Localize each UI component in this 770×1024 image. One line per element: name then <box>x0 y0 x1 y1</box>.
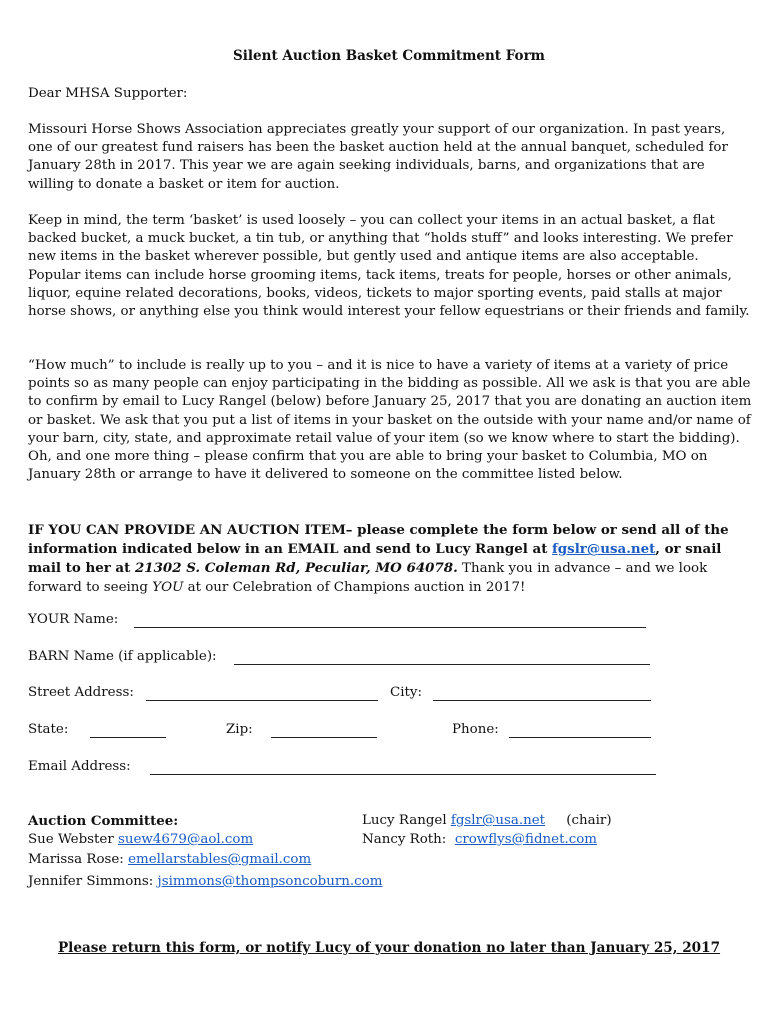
member-name: Sue Webster <box>28 832 118 847</box>
committee-heading: Auction Committee: <box>28 813 179 829</box>
page-title: Silent Auction Basket Commitment Form <box>233 48 545 64</box>
instructions-bold-b: , or snail mail to her at <box>28 541 722 577</box>
chair-suffix: (chair) <box>545 813 612 828</box>
street-address-field[interactable] <box>146 700 378 701</box>
member-name: Lucy Rangel <box>362 813 451 828</box>
zip-field[interactable] <box>271 737 377 738</box>
chair-email-link[interactable]: fgslr@usa.net <box>450 813 546 828</box>
you-emphasis: YOU <box>152 579 184 595</box>
email-address-field[interactable] <box>150 774 656 775</box>
committee-chair <box>362 813 612 828</box>
state-label: State: <box>28 722 69 737</box>
member-email-link[interactable]: suew4679@aol.com <box>117 832 254 847</box>
member-email-link[interactable]: emellarstables@gmail.com <box>128 852 312 867</box>
how-much-paragraph: “How much” to include is really up to you – and it is nice to have a variety of items at a variety of price points so as many people can enjoy participating in the bidding as possible. All we ask is that you are able to confirm by email to Lucy Rangel (below) before January 25, 2017 that you are donating an auction item or basket. We ask that you put a list of items in your basket on the outside with your name and/or name of your barn, city, state, and approximate retail value of your item (so we know where to start the bidding). Oh, and one more thing – please confirm that you are able to bring your basket to Columbia, MO on January 28th or arrange to have it delivered to someone on the committee listed below. <box>28 358 752 483</box>
your-name-field[interactable] <box>134 627 646 628</box>
committee-member <box>362 832 597 847</box>
basket-paragraph: Keep in mind, the term ‘basket’ is used loosely – you can collect your items in an actual basket, a flat backed bucket, a muck bucket, a tin tub, or anything that “holds stuff” and looks interesting. We prefer new items in the basket wherever possible, but gently used and antique items are also acceptable. Popular items can include horse grooming items, tack items, treats for people, horses or other animals, liquor, equine related decorations, books, videos, tickets to major sporting events, paid stalls at major horse shows, or anything else you think would interest your fellow equestrians or their friends and family. <box>28 213 750 320</box>
city-field[interactable] <box>433 700 651 701</box>
state-field[interactable] <box>90 737 166 738</box>
city-label: City: <box>390 685 422 700</box>
your-name-label: YOUR Name: <box>28 612 119 627</box>
barn-name-label: BARN Name (if applicable): <box>28 649 217 664</box>
street-address-label: Street Address: <box>28 685 134 700</box>
instructions-normal-a: Thank you in advance – and we look forward to seeing <box>28 561 708 595</box>
mailing-address: 21302 S. Coleman Rd, Peculiar, MO 64078. <box>134 560 458 577</box>
member-name: Marissa Rose: <box>28 852 129 867</box>
email-address-label: Email Address: <box>28 759 131 774</box>
member-name: Jennifer Simmons: <box>28 874 158 889</box>
lucy-email-link[interactable]: fgslr@usa.net <box>552 541 656 558</box>
member-email-link[interactable]: jsimmons@thompsoncoburn.com <box>157 874 383 889</box>
return-notice: Please return this form, or notify Lucy of your donation no later than January 25, 2017 <box>57 940 721 956</box>
phone-field[interactable] <box>509 737 651 738</box>
zip-label: Zip: <box>226 722 253 737</box>
member-email-link[interactable]: crowflys@fidnet.com <box>454 832 597 847</box>
greeting: Dear MHSA Supporter: <box>28 86 188 101</box>
member-name: Nancy Roth: <box>362 832 455 847</box>
intro-paragraph: Missouri Horse Shows Association appreciates greatly your support of our organization. In past years, one of our greatest fund raisers has been the basket auction held at the annual banquet, scheduled for January 28th in 2017. This year we are again seeking individuals, barns, and organizations that are willing to donate a basket or item for auction. <box>28 122 728 192</box>
committee-member <box>28 832 253 847</box>
instructions-paragraph <box>28 521 752 597</box>
committee-member <box>28 874 382 889</box>
instructions-normal-b: at our Celebration of Champions auction in 2017! <box>183 579 526 595</box>
instructions-bold-a: IF YOU CAN PROVIDE AN AUCTION ITEM– please complete the form below or send all of the information indicated below in an EMAIL and send to Lucy Rangel at <box>28 522 729 558</box>
barn-name-field[interactable] <box>234 664 650 665</box>
phone-label: Phone: <box>452 722 499 737</box>
committee-member <box>28 852 311 867</box>
